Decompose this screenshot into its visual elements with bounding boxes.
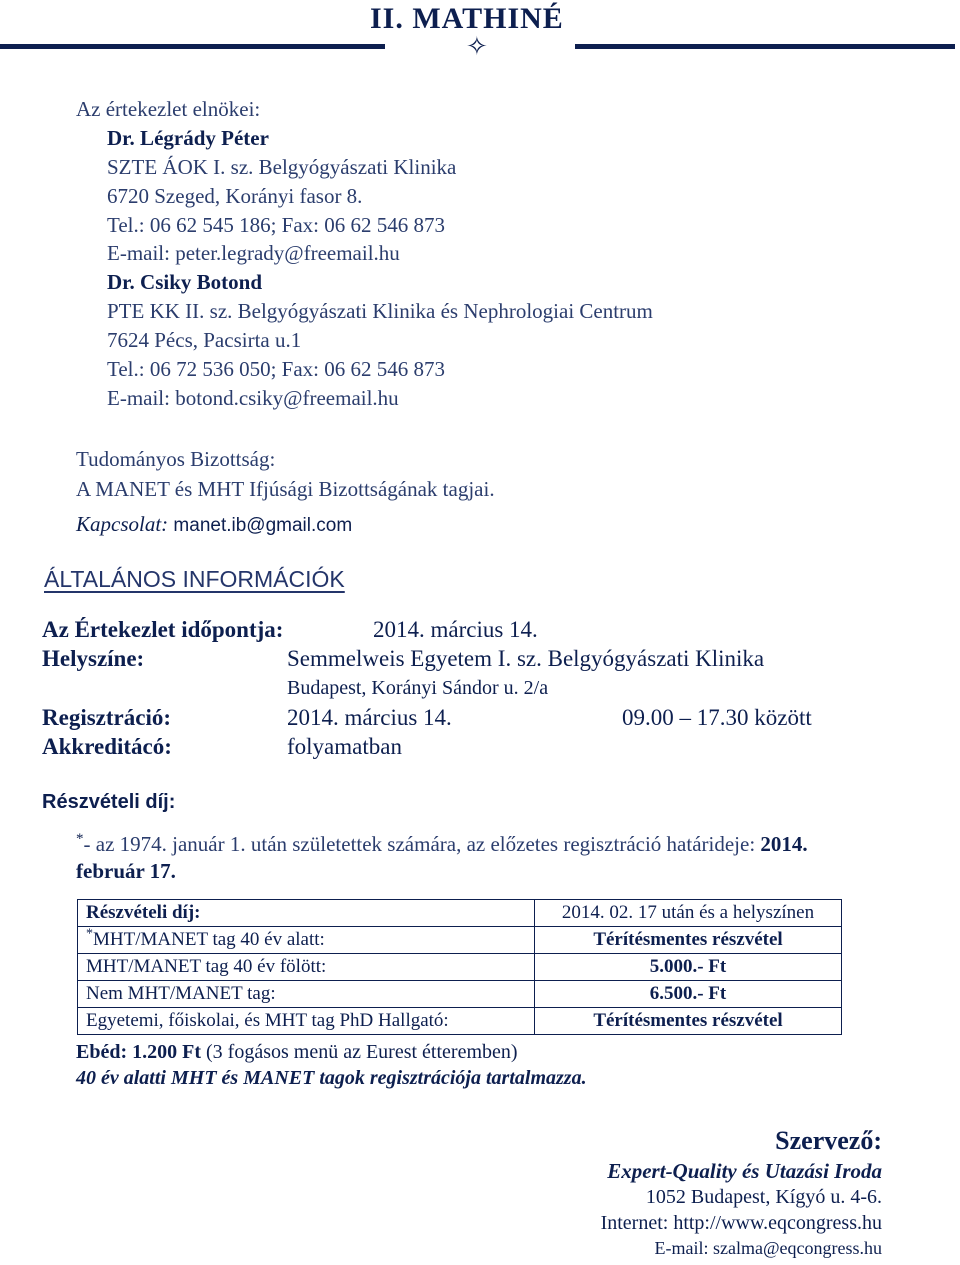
fee-row-value: 6.500.- Ft xyxy=(535,981,842,1008)
chair-name: Dr. Légrády Péter xyxy=(107,126,269,150)
chair-address: 7624 Pécs, Pacsirta u.1 xyxy=(107,328,302,352)
star-ornament-icon: ✧ xyxy=(466,32,488,62)
date-label: Az Értekezlet időpontja: xyxy=(42,617,284,642)
lunch-label: Ebéd: 1.200 Ft xyxy=(76,1041,201,1063)
table-row xyxy=(78,954,842,981)
venue-value: Semmelweis Egyetem I. sz. Belgyógyászati Klinika xyxy=(287,646,765,671)
fee-row-label: Egyetemi, főiskolai, és MHT tag PhD Hallgató: xyxy=(78,1008,535,1035)
chair-phone: Tel.: 06 62 545 186; Fax: 06 62 546 873 xyxy=(107,213,446,237)
chair-institution: PTE KK II. sz. Belgyógyászati Klinika és Nephrologiai Centrum xyxy=(107,299,653,323)
lunch-note: (3 fogásos menü az Eurest étteremben) xyxy=(201,1041,518,1063)
organizer-internet[interactable]: Internet: http://www.eqcongress.hu xyxy=(600,1212,882,1234)
registration-date: 2014. március 14. xyxy=(287,705,452,730)
chair-address: 6720 Szeged, Korányi fasor 8. xyxy=(107,184,363,208)
fee-row-label: *MHT/MANET tag 40 év alatt: xyxy=(78,927,535,954)
committee-text: A MANET és MHT Ifjúsági Bizottságának tagjai. xyxy=(76,477,495,501)
registration-label: Regisztráció: xyxy=(42,705,171,730)
asterisk-icon: * xyxy=(86,926,93,942)
committee-contact xyxy=(76,510,352,540)
fee-note-deadline-a: 2014. xyxy=(760,832,808,856)
chair-email[interactable]: E-mail: botond.csiky@freemail.hu xyxy=(107,386,399,410)
organizer-email[interactable]: E-mail: szalma@eqcongress.hu xyxy=(654,1238,882,1258)
organizer-address: 1052 Budapest, Kígyó u. 4-6. xyxy=(645,1186,882,1208)
chair-heading: Az értekezlet elnökei: xyxy=(76,97,261,121)
venue-label: Helyszíne: xyxy=(42,646,145,671)
date-value: 2014. március 14. xyxy=(373,617,538,642)
chair-email[interactable]: E-mail: peter.legrady@freemail.hu xyxy=(107,241,400,265)
chair-name: Dr. Csiky Botond xyxy=(107,270,263,294)
table-row xyxy=(78,900,842,927)
fee-table-header-label: Részvételi díj: xyxy=(78,900,535,927)
table-row xyxy=(78,927,842,954)
registration-time: 09.00 – 17.30 között xyxy=(622,705,812,730)
committee-heading: Tudományos Bizottság: xyxy=(76,447,276,471)
fee-note-deadline-b: február 17. xyxy=(76,859,176,883)
header-rule-left xyxy=(0,44,385,49)
header-rule-right xyxy=(575,44,955,49)
chair-institution: SZTE ÁOK I. sz. Belgyógyászati Klinika xyxy=(107,155,457,179)
fee-row-label: Nem MHT/MANET tag: xyxy=(78,981,535,1008)
contact-label: Kapcsolat: xyxy=(76,512,169,536)
included-note: 40 év alatti MHT és MANET tagok regisztrációja tartalmazza. xyxy=(76,1067,587,1089)
accreditation-label: Akkreditácó: xyxy=(42,734,172,759)
fee-note-text: - az 1974. január 1. után születettek számára, az előzetes regisztráció határideje: xyxy=(83,832,761,856)
table-row xyxy=(78,981,842,1008)
lunch-line xyxy=(76,1041,518,1064)
organizer-heading: Szervező: xyxy=(775,1126,882,1155)
fee-table-header-value: 2014. 02. 17 után és a helyszínen xyxy=(535,900,842,927)
asterisk-icon: * xyxy=(76,831,84,847)
fee-row-value: Térítésmentes részvétel xyxy=(535,1008,842,1035)
organizer-name: Expert-Quality és Utazási Iroda xyxy=(607,1159,882,1183)
page-title: II. MATHINÉ xyxy=(370,2,564,35)
accreditation-value: folyamatban xyxy=(287,734,402,759)
fee-note xyxy=(76,830,808,858)
venue-address: Budapest, Korányi Sándor u. 2/a xyxy=(287,677,549,699)
general-info-heading: ÁLTALÁNOS INFORMÁCIÓK xyxy=(44,566,345,592)
fee-row-value: Térítésmentes részvétel xyxy=(535,927,842,954)
fee-row-value: 5.000.- Ft xyxy=(535,954,842,981)
table-row xyxy=(78,1008,842,1035)
chair-phone: Tel.: 06 72 536 050; Fax: 06 62 546 873 xyxy=(107,357,446,381)
fee-heading: Részvételi díj: xyxy=(42,791,176,813)
contact-email[interactable]: manet.ib@gmail.com xyxy=(173,515,353,536)
fee-table xyxy=(77,899,842,1035)
fee-row-label: MHT/MANET tag 40 év fölött: xyxy=(78,954,535,981)
